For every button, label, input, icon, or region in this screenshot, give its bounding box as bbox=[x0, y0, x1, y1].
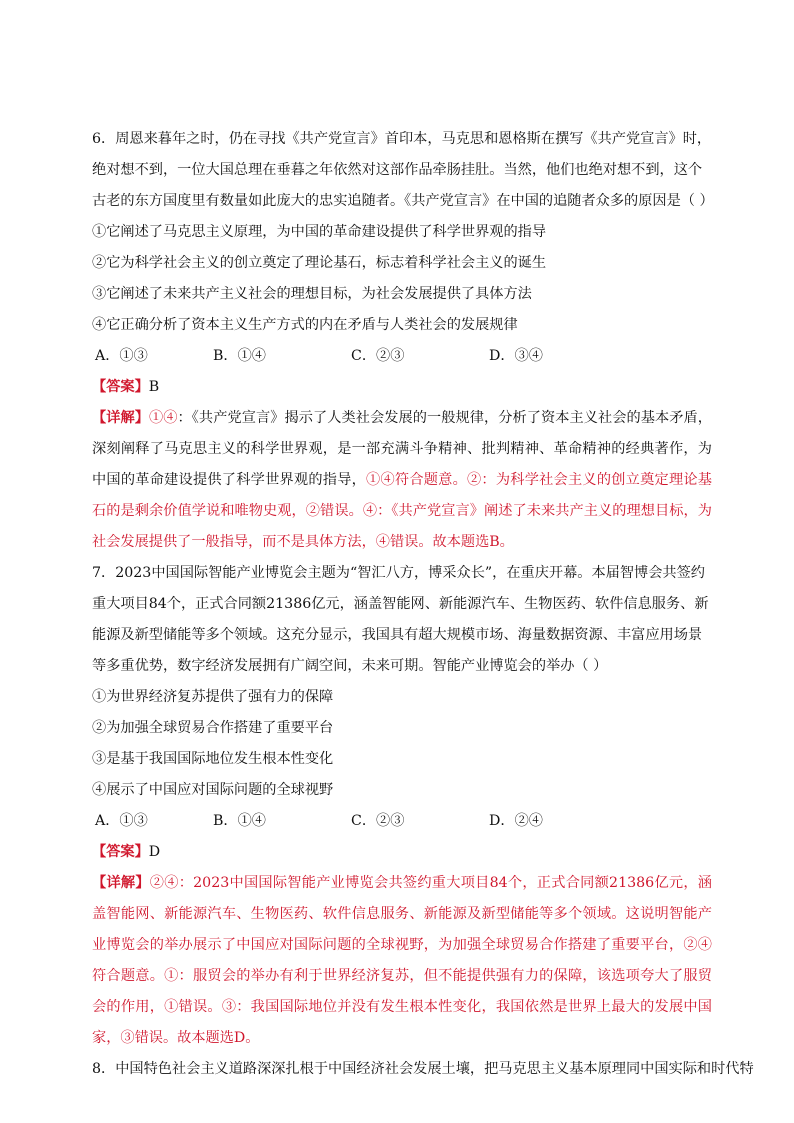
detail-label: 【详解】 bbox=[92, 875, 150, 891]
question-8 bbox=[92, 1054, 754, 1085]
answer-label: 【答案】 bbox=[92, 379, 149, 395]
detail-label: 【详解】 bbox=[92, 410, 150, 426]
question-6-option-4: ④它正确分析了资本主义生产方式的内在矛盾与人类社会的发展规律 bbox=[92, 317, 518, 333]
question-7-choices bbox=[92, 806, 712, 837]
detail-text: ：《共产党宣言》揭示了人类社会发展的一般规律，分析了资本主义社会的基本矛盾，深刻阐释了马克思主义的科学世界观，是一部充满斗争精神、批判精神、革命精神的经典著作，为中国的革命建设提供了科学世界观的指导， bbox=[92, 410, 712, 488]
question-6-answer bbox=[92, 372, 712, 403]
choice-c: C．②③ bbox=[351, 813, 405, 829]
choice-b: B．①④ bbox=[213, 813, 266, 829]
choice-a: A．①③ bbox=[95, 348, 148, 364]
answer-value: B bbox=[148, 379, 160, 395]
choice-b: B．①④ bbox=[213, 348, 266, 364]
question-8-stem: 8．中国特色社会主义道路深深扎根于中国经济社会发展土壤，把马克思主义基本原理同中国实际和时代特 bbox=[92, 1061, 754, 1077]
question-6 bbox=[92, 124, 712, 558]
question-7-detail bbox=[92, 868, 712, 1054]
choice-a: A．①③ bbox=[95, 813, 148, 829]
choice-d: D．③④ bbox=[489, 348, 543, 364]
question-6-option-1: ①它阐述了马克思主义原理，为中国的革命建设提供了科学世界观的指导 bbox=[92, 224, 547, 240]
answer-value: D bbox=[148, 844, 161, 860]
question-7-option-3: ③是基于我国国际地位发生根本性变化 bbox=[92, 751, 334, 767]
question-6-option-2: ②它为科学社会主义的创立奠定了理论基石，标志着科学社会主义的诞生 bbox=[92, 255, 547, 271]
question-7 bbox=[92, 558, 712, 1054]
question-7-option-4: ④展示了中国应对国际问题的全球视野 bbox=[92, 782, 334, 798]
question-6-stem: 6．周恩来暮年之时，仍在寻找《共产党宣言》首印本，马克思和恩格斯在撰写《共产党宣言》时，绝对想不到，一位大国总理在垂暮之年依然对这部作品牵肠挂肚。当然，他们也绝对想不到，这个古老的东方国度里有数量如此庞大的忠实追随者。《共产党宣言》在中国的追随者众多的原因是（ ） bbox=[92, 131, 714, 209]
detail-analysis: ①④符合题意。②：为科学社会主义的创立奠定理论基石的是剩余价值学说和唯物史观，②错误。④：《共产党宣言》阐述了未来共产主义的理想目标，为社会发展提供了一般指导，而不是具体方法，④错误。故本题选B。 bbox=[92, 472, 712, 550]
question-6-detail bbox=[92, 403, 712, 558]
detail-highlight: ①④ bbox=[149, 410, 178, 426]
answer-label: 【答案】 bbox=[92, 844, 149, 860]
question-6-choices bbox=[92, 341, 712, 372]
detail-analysis: ②④：2023中国国际智能产业博览会共签约重大项目84个，正式合同额21386亿元，涵盖智能网、新能源汽车、生物医药、软件信息服务、新能源及新型储能等多个领域。这说明智能产业博览会的举办展示了中国应对国际问题的全球视野，为加强全球贸易合作搭建了重要平台，②④符合题意。①：服贸会的举办有利于世界经济复苏，但不能提供强有力的保障，该选项夸大了服贸会的作用，①错误。③：我国国际地位并没有发生根本性变化，我国依然是世界上最大的发展中国家，③错误。故本题选D。 bbox=[92, 875, 712, 1046]
question-7-answer bbox=[92, 837, 712, 868]
question-7-stem: 7．2023中国国际智能产业博览会主题为“智汇八方，博采众长”，在重庆开幕。本届智博会共签约重大项目84个，正式合同额21386亿元，涵盖智能网、新能源汽车、生物医药、软件信息服务、新能源及新型储能等多个领域。这充分显示，我国具有超大规模市场、海量数据资源、丰富应用场景等多重优势，数字经济发展拥有广阔空间，未来可期。智能产业博览会的举办（ ） bbox=[92, 565, 709, 674]
choice-c: C．②③ bbox=[351, 348, 405, 364]
choice-d: D．②④ bbox=[489, 813, 543, 829]
question-7-option-1: ①为世界经济复苏提供了强有力的保障 bbox=[92, 689, 334, 705]
question-7-option-2: ②为加强全球贸易合作搭建了重要平台 bbox=[92, 720, 334, 736]
question-6-option-3: ③它阐述了未来共产主义社会的理想目标，为社会发展提供了具体方法 bbox=[92, 286, 532, 302]
page-content bbox=[92, 124, 754, 1085]
